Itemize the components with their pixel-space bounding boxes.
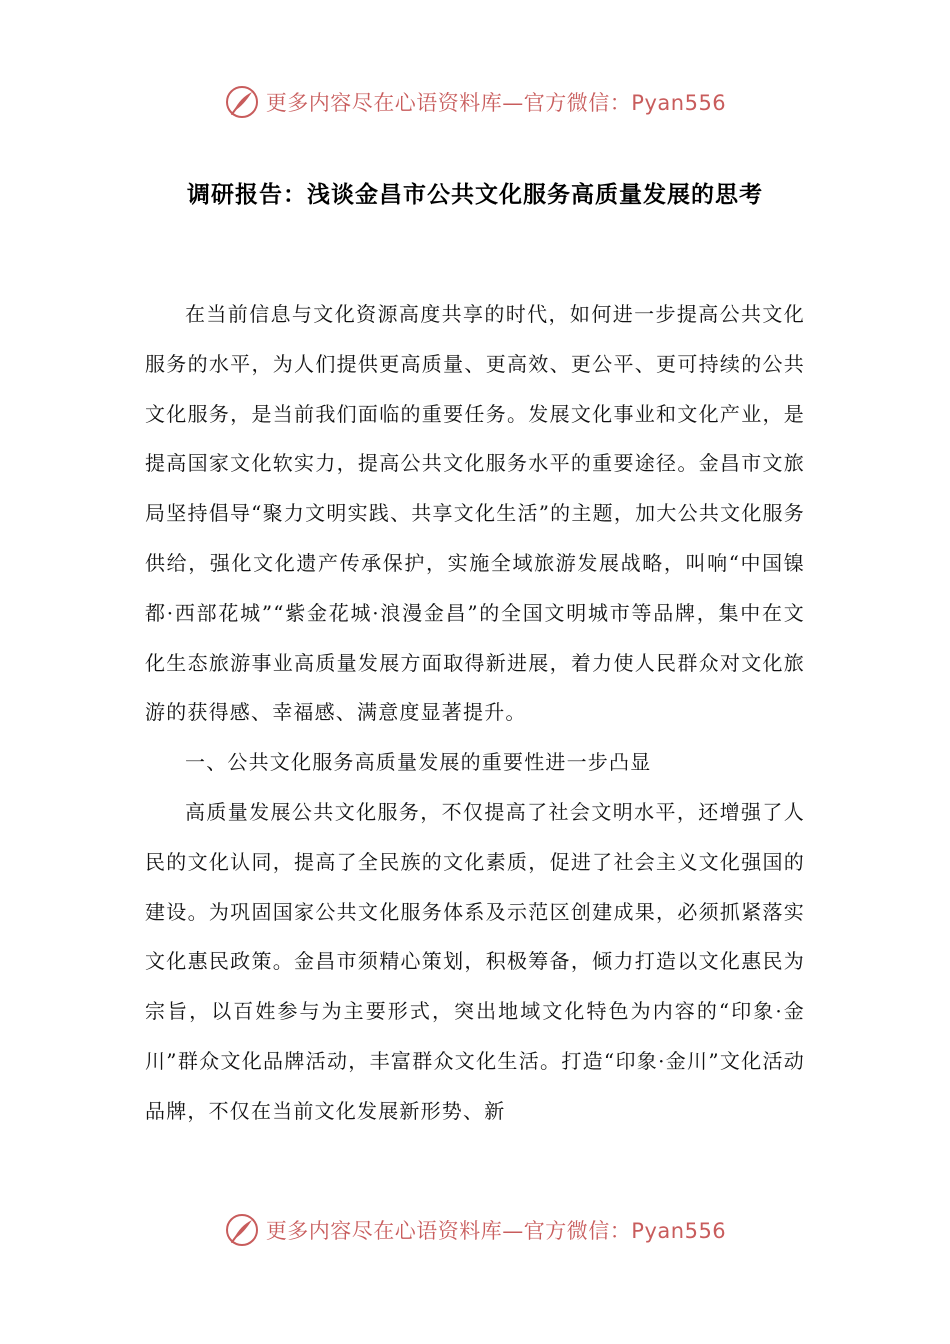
- header-watermark-banner: [0, 80, 950, 124]
- feather-pen-logo-icon: [224, 1212, 260, 1248]
- section-heading-1: 一、公共文化服务高质量发展的重要性进一步凸显: [185, 750, 652, 775]
- body-paragraph-section-1: 高质量发展公共文化服务，不仅提高了社会文明水平，还增强了人民的文化认同，提高了全民族的文化素质，促进了社会主义文化强国的建设。为巩固国家公共文化服务体系及示范区创建成果，必须抓紧落实文化惠民政策。金昌市须精心策划，积极筹备，倾力打造以文化惠民为宗旨，以百姓参与为主要形式，突出地域文化特色为内容的“印象·金川”群众文化品牌活动，丰富群众文化生活。打造“印象·金川”文化活动品牌，不仅在当前文化发展新形势、新: [145, 799, 805, 1123]
- feather-pen-logo-icon: [224, 84, 260, 120]
- document-body: [145, 290, 805, 1137]
- footer-watermark-banner: [0, 1208, 950, 1252]
- body-paragraph-intro: 在当前信息与文化资源高度共享的时代，如何进一步提高公共文化服务的水平，为人们提供更高质量、更高效、更公平、更可持续的公共文化服务，是当前我们面临的重要任务。发展文化事业和文化产业，是提高国家文化软实力，提高公共文化服务水平的重要途径。金昌市文旅局坚持倡导“聚力文明实践、共享文化生活”的主题，加大公共文化服务供给，强化文化遗产传承保护，实施全域旅游发展战略，叫响“中国镍都·西部花城”“紫金花城·浪漫金昌”的全国文明城市等品牌，集中在文化生态旅游事业高质量发展方面取得新进展，着力使人民群众对文化旅游的获得感、幸福感、满意度显著提升。: [145, 302, 805, 725]
- watermark-text: 更多内容尽在心语资料库—官方微信：Pyan556: [265, 1219, 727, 1243]
- document-title: 调研报告：浅谈金昌市公共文化服务高质量发展的思考: [187, 181, 763, 208]
- watermark-text: 更多内容尽在心语资料库—官方微信：Pyan556: [265, 91, 727, 115]
